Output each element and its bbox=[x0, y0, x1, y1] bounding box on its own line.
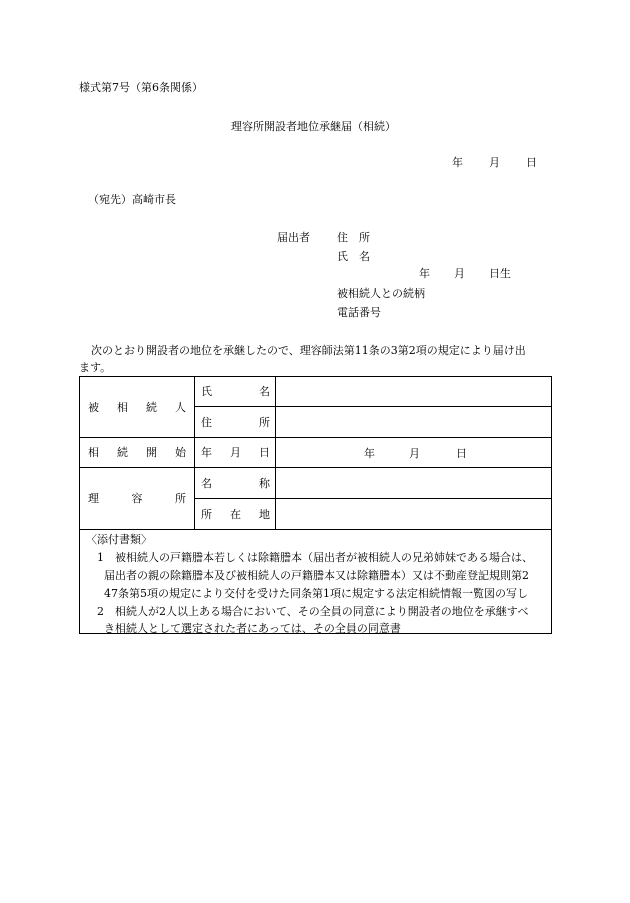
inheritance-day-label: 日 bbox=[456, 447, 467, 460]
label-char: 在 bbox=[230, 507, 241, 521]
attachment-item2-line1: 2 相続人が2人以上ある場合において、その全員の同意により開設者の地位を承継すべ bbox=[97, 605, 529, 618]
inheritance-year-label: 年 bbox=[364, 447, 375, 460]
label-char: 年 bbox=[201, 446, 212, 459]
inheritance-start-label bbox=[88, 438, 186, 467]
attachment-item1-line1: 1 被相続人の戸籍謄本若しくは除籍謄本（届出者が被相続人の兄弟姉妹である場合は、 bbox=[97, 551, 533, 564]
decedent-address-label bbox=[201, 407, 270, 437]
form-number: 様式第7号（第6条関係） bbox=[79, 81, 203, 94]
label-char: 日 bbox=[259, 446, 270, 459]
label-char: 住 bbox=[201, 415, 212, 429]
relation-label: 被相続人との続柄 bbox=[337, 287, 425, 300]
date-year-label: 年 bbox=[452, 156, 463, 169]
label-char: 相 bbox=[117, 400, 128, 414]
birth-month-label: 月 bbox=[454, 267, 465, 280]
label-char: 地 bbox=[259, 507, 270, 521]
barbershop-label bbox=[88, 468, 186, 529]
label-char: 相 bbox=[88, 446, 99, 459]
label-char: 名 bbox=[259, 385, 270, 398]
label-char: 続 bbox=[117, 446, 128, 459]
decedent-label bbox=[88, 377, 186, 437]
label-char: 開 bbox=[146, 446, 157, 459]
label-char: 所 bbox=[201, 507, 212, 521]
form-title: 理容所開設者地位承継届（相続） bbox=[231, 120, 396, 133]
body-text-line2: ます。 bbox=[79, 361, 112, 374]
addressee: （宛先）高崎市長 bbox=[88, 193, 176, 206]
decedent-name-label bbox=[201, 377, 270, 406]
label-char: 容 bbox=[131, 492, 143, 505]
birth-day-label: 日生 bbox=[489, 267, 511, 280]
barbershop-name-field[interactable] bbox=[276, 468, 551, 498]
applicant-name-label: 氏 名 bbox=[337, 250, 370, 263]
birth-year-label: 年 bbox=[419, 267, 430, 280]
decedent-address-field[interactable] bbox=[276, 407, 551, 437]
attachment-item2-line2: き相続人として選定された者にあっては、その全員の同意書 bbox=[104, 622, 401, 635]
attachment-item1-line3: 47条第5項の規定により交付を受けた同条第1項に規定する法定相続情報一覧図の写し bbox=[104, 587, 528, 600]
label-char: 所 bbox=[175, 492, 186, 505]
phone-label: 電話番号 bbox=[337, 306, 381, 319]
label-char: 続 bbox=[146, 400, 157, 414]
barbershop-location-label bbox=[201, 499, 270, 529]
label-char: 所 bbox=[259, 415, 270, 429]
inheritance-date-field[interactable] bbox=[276, 438, 551, 467]
barbershop-location-field[interactable] bbox=[276, 499, 551, 529]
form-table bbox=[79, 376, 552, 634]
label-char: 名 bbox=[201, 476, 212, 490]
grid-line bbox=[80, 529, 551, 530]
label-char: 始 bbox=[175, 446, 186, 459]
barbershop-name-label bbox=[201, 468, 270, 498]
label-char: 理 bbox=[88, 492, 99, 505]
decedent-name-field[interactable] bbox=[276, 377, 551, 406]
attachment-item1-line2: 届出者の親の除籍謄本及び被相続人の戸籍謄本又は除籍謄本）又は不動産登記規則第2 bbox=[104, 569, 529, 582]
label-char: 称 bbox=[259, 476, 270, 490]
grid-line bbox=[194, 377, 195, 529]
date-day-label: 日 bbox=[526, 156, 537, 169]
inheritance-month-label: 月 bbox=[409, 447, 420, 460]
label-char: 氏 bbox=[201, 385, 212, 398]
label-char: 人 bbox=[175, 400, 186, 414]
label-char: 月 bbox=[230, 446, 241, 459]
attachments-header: 〈添付書類〉 bbox=[86, 533, 152, 546]
date-month-label: 月 bbox=[489, 156, 500, 169]
inheritance-date-labels bbox=[201, 438, 270, 467]
body-text-line1: 次のとおり開設者の地位を承継したので、理容師法第11条の3第2項の規定により届け出 bbox=[91, 344, 526, 357]
applicant-label: 届出者 bbox=[277, 231, 310, 244]
applicant-address-label: 住 所 bbox=[337, 231, 370, 244]
label-char: 被 bbox=[88, 400, 99, 414]
